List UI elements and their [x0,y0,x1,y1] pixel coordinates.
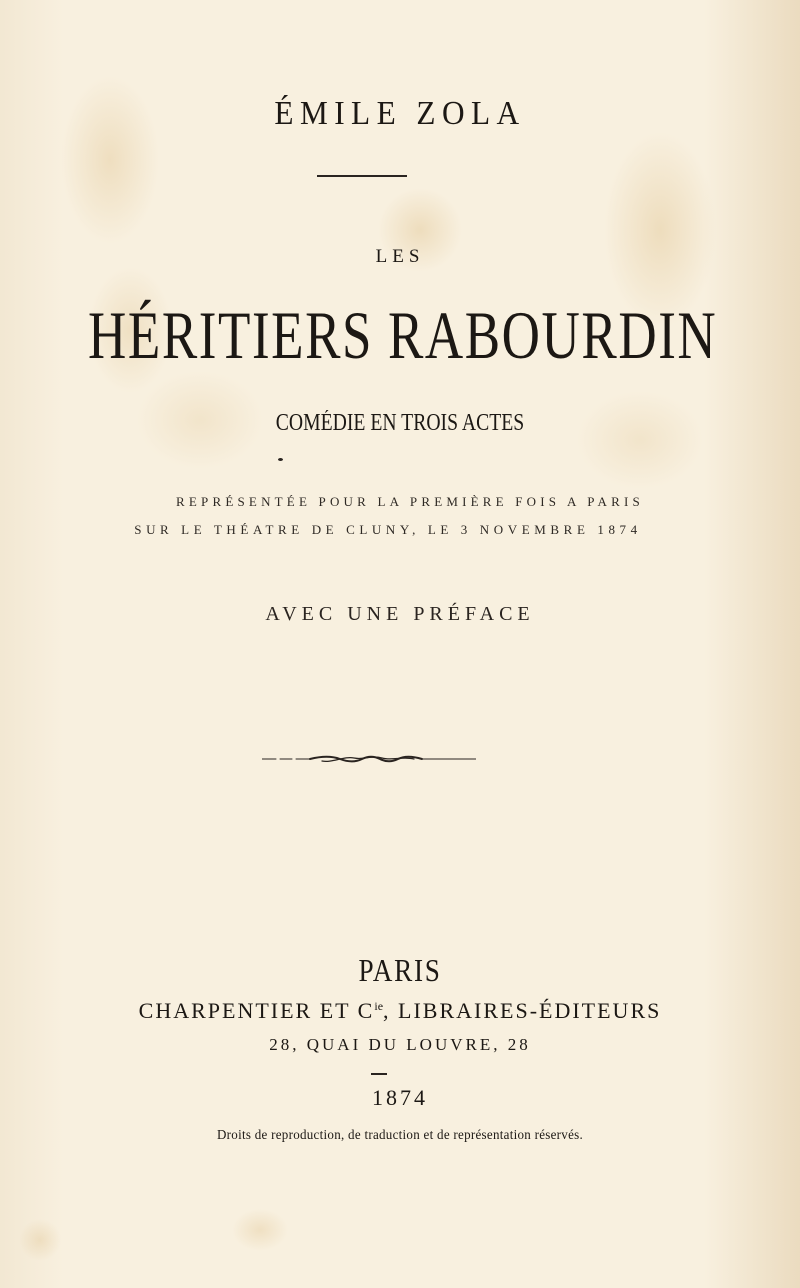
publisher-role: , LIBRAIRES-ÉDITEURS [383,998,662,1023]
book-title: HÉRITIERS RABOURDIN [88,297,718,373]
ink-dot [278,458,283,461]
imprint-publisher [0,998,800,1024]
imprint-city: PARIS [358,952,442,988]
publisher-superscript: ie [374,999,384,1013]
imprint-year: 1874 [372,1085,428,1110]
title-article: LES [375,246,425,267]
author-name: ÉMILE ZOLA [274,95,526,132]
fleuron-ornament-icon [262,752,476,766]
imprint-address: 28, QUAI DU LOUVRE, 28 [269,1035,531,1054]
publisher-name: CHARPENTIER ET C [138,998,375,1023]
year-rule [371,1073,387,1075]
divider-rule [317,175,407,177]
rights-notice: Droits de reproduction, de traduction et de représentation réservés. [216,1128,584,1143]
preface-note: AVEC UNE PRÉFACE [265,603,535,625]
genre-subtitle: COMÉDIE EN TROIS ACTES [275,410,525,436]
performance-line-2: SUR LE THÉATRE DE CLUNY, LE 3 NOVEMBRE 1874 [134,522,642,537]
performance-line-1: REPRÉSENTÉE POUR LA PREMIÈRE FOIS A PARIS [176,494,644,509]
